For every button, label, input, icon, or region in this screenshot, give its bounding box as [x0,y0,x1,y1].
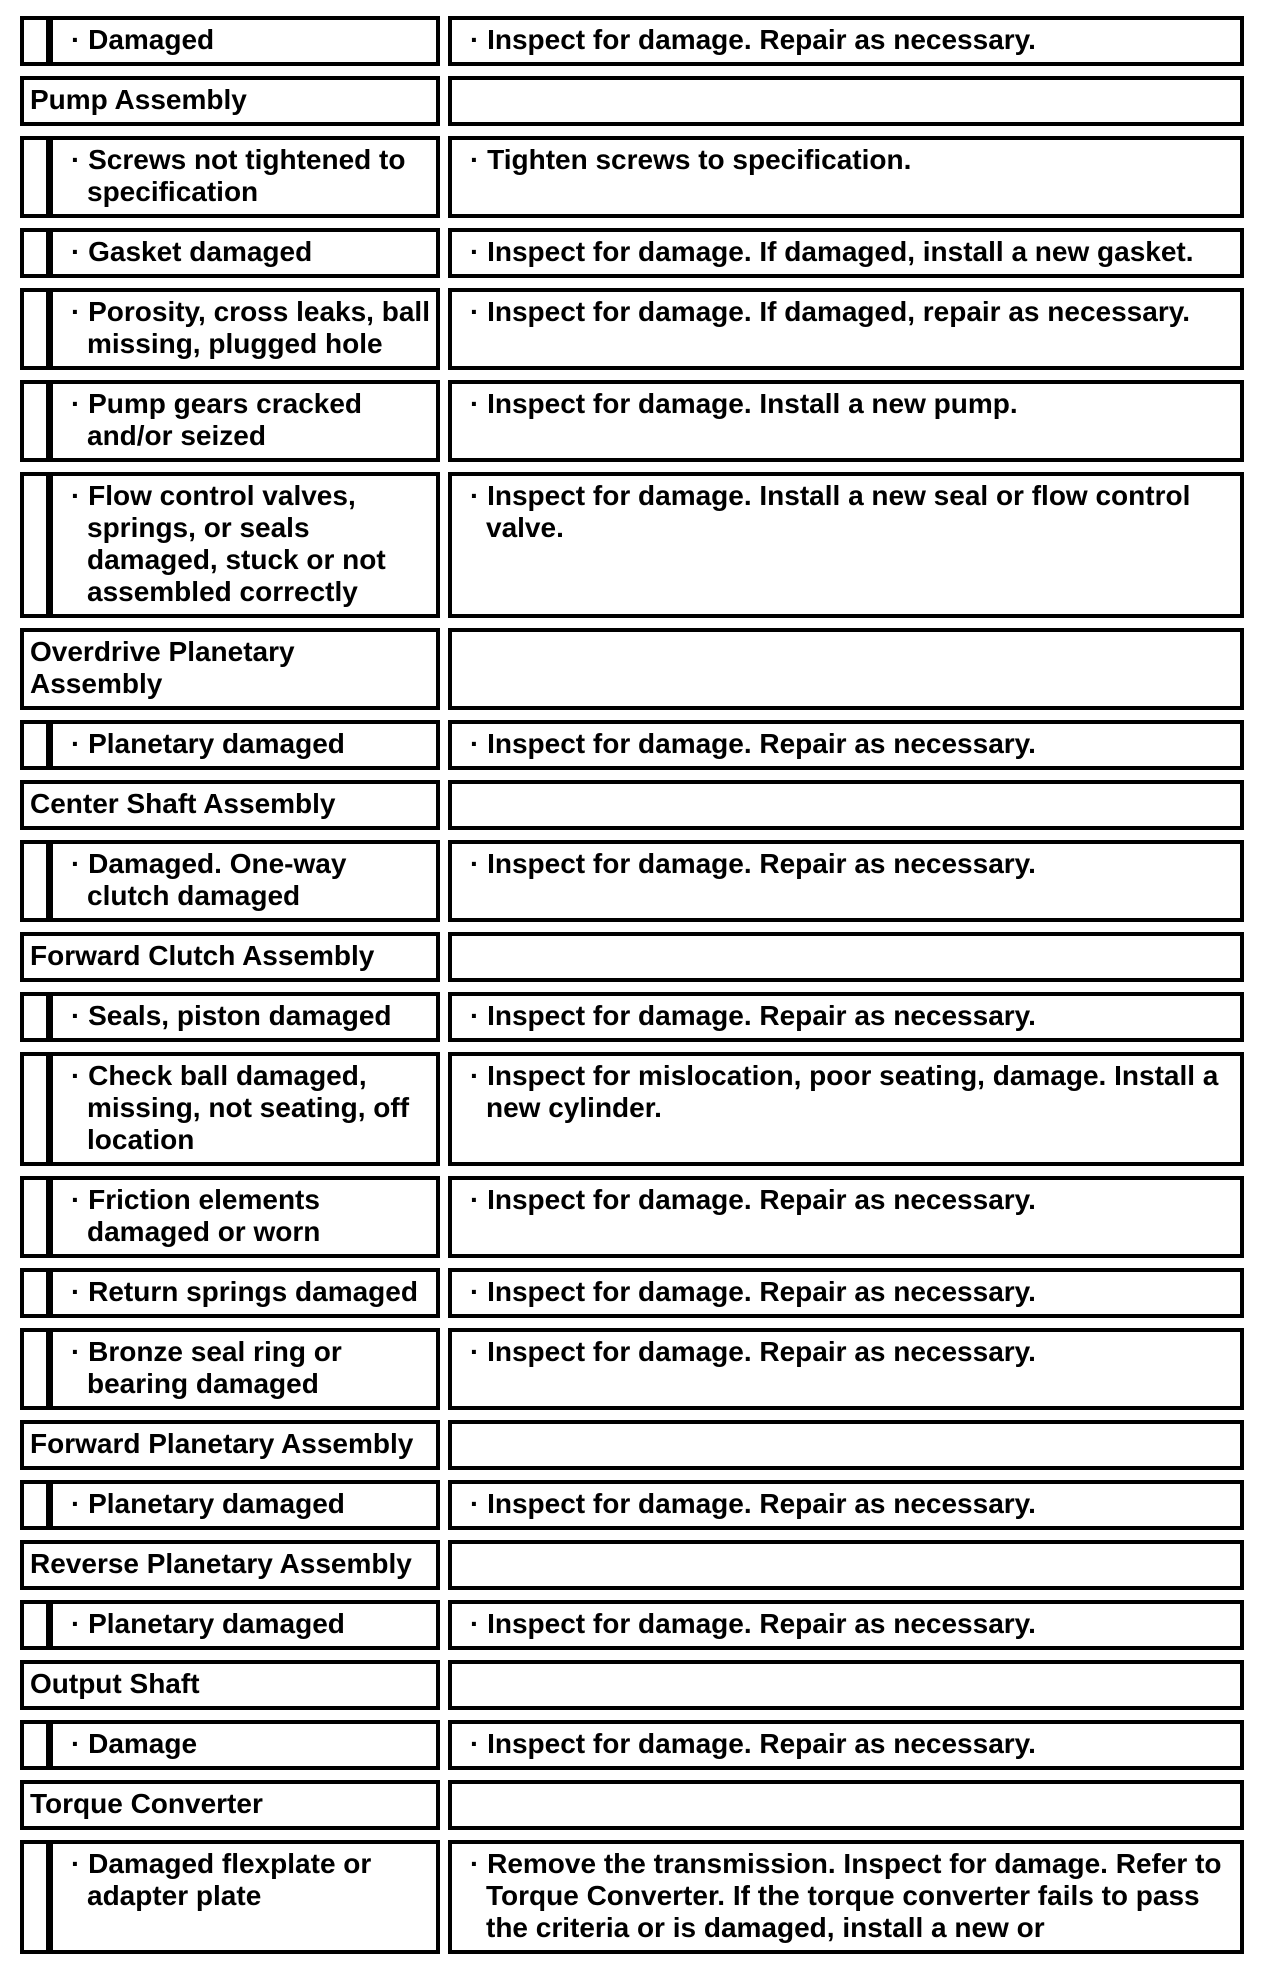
indent-bar [24,724,53,766]
action-text: · Inspect for damage. Repair as necessary. [470,848,1036,879]
action-text: · Inspect for damage. Install a new pump. [470,388,1018,419]
action-cell-empty [448,1540,1244,1590]
action-text: · Inspect for damage. If damaged, repair as necessary. [470,296,1190,327]
section-cell [20,780,440,830]
section-title: Torque Converter [30,1788,263,1819]
table-row [20,16,1244,66]
table-row [20,472,1244,618]
section-cell [20,1660,440,1710]
indent-bar [24,844,53,918]
table-row [20,1328,1244,1410]
action-cell [448,720,1244,770]
table-row [20,380,1244,462]
action-cell-empty [448,1660,1244,1710]
section-cell [20,628,440,710]
action-cell-empty [448,932,1244,982]
action-cell [448,288,1244,370]
section-row [20,932,1244,982]
section-row [20,1660,1244,1710]
cause-text: · Bronze seal ring or bearing damaged [71,1336,342,1399]
cause-text: · Check ball damaged, missing, not seating, off location [71,1060,410,1155]
cause-cell [20,1328,440,1410]
indent-bar [24,1332,53,1406]
indent-bar [24,476,53,614]
action-text: · Inspect for damage. Install a new seal or flow control valve. [470,480,1191,543]
section-row [20,780,1244,830]
table-row [20,1600,1244,1650]
cause-text: · Friction elements damaged or worn [71,1184,321,1247]
action-cell [448,472,1244,618]
cause-text: · Flow control valves, springs, or seals damaged, stuck or not assembled correctly [71,480,386,607]
cause-text: · Damage [71,1728,198,1759]
cause-cell [20,720,440,770]
action-cell-empty [448,1420,1244,1470]
table-row [20,1176,1244,1258]
indent-bar [24,140,53,214]
action-cell [448,1720,1244,1770]
cause-cell [20,136,440,218]
cause-text: · Gasket damaged [71,236,313,267]
section-row [20,1540,1244,1590]
cause-cell [20,1052,440,1166]
action-text: · Inspect for damage. Repair as necessary. [470,1728,1036,1759]
action-cell-empty [448,628,1244,710]
cause-text: · Porosity, cross leaks, ball missing, plugged hole [71,296,430,359]
action-cell [448,228,1244,278]
section-title: Forward Planetary Assembly [30,1428,414,1459]
action-cell [448,136,1244,218]
table-row [20,840,1244,922]
cause-cell [20,840,440,922]
cause-cell [20,992,440,1042]
cause-text: · Planetary damaged [71,728,345,759]
cause-text: · Pump gears cracked and/or seized [71,388,363,451]
indent-bar [24,1604,53,1646]
action-text: · Inspect for damage. Repair as necessary. [470,1184,1036,1215]
section-row [20,628,1244,710]
cause-text: · Planetary damaged [71,1608,345,1639]
cause-cell [20,472,440,618]
cause-cell [20,1720,440,1770]
table-row [20,288,1244,370]
indent-bar [24,996,53,1038]
table-row [20,1720,1244,1770]
action-text: · Inspect for damage. Repair as necessary. [470,1000,1036,1031]
section-row [20,1420,1244,1470]
cause-cell [20,380,440,462]
action-text: · Inspect for damage. If damaged, install a new gasket. [470,236,1194,267]
section-cell [20,1420,440,1470]
action-cell [448,1176,1244,1258]
action-cell-empty [448,780,1244,830]
action-cell [448,16,1244,66]
cause-text: · Screws not tightened to specification [71,144,406,207]
table-row [20,1052,1244,1166]
section-cell [20,1540,440,1590]
table-row [20,228,1244,278]
cause-cell [20,288,440,370]
indent-bar [24,1724,53,1766]
section-title: Center Shaft Assembly [30,788,336,819]
section-title: Forward Clutch Assembly [30,940,375,971]
action-cell [448,1328,1244,1410]
table-row [20,720,1244,770]
cause-cell [20,1176,440,1258]
section-title: Reverse Planetary Assembly [30,1548,412,1579]
section-cell [20,1780,440,1830]
indent-bar [24,1272,53,1314]
indent-bar [24,1180,53,1254]
table-row [20,992,1244,1042]
action-text: · Tighten screws to specification. [470,144,912,175]
action-cell [448,1268,1244,1318]
action-cell [448,1052,1244,1166]
cause-cell [20,1840,440,1954]
action-text: · Inspect for damage. Repair as necessary. [470,1276,1036,1307]
action-cell [448,1840,1244,1954]
cause-text: · Planetary damaged [71,1488,345,1519]
table-row [20,136,1244,218]
action-cell [448,992,1244,1042]
section-row [20,1780,1244,1830]
action-cell [448,380,1244,462]
cause-text: · Damaged. One-way clutch damaged [71,848,347,911]
cause-cell [20,1480,440,1530]
action-text: · Inspect for mislocation, poor seating, damage. Install a new cylinder. [470,1060,1219,1123]
action-text: · Inspect for damage. Repair as necessary. [470,1336,1036,1367]
cause-text: · Seals, piston damaged [71,1000,392,1031]
table-row [20,1268,1244,1318]
action-cell-empty [448,76,1244,126]
action-text: · Remove the transmission. Inspect for damage. Refer to Torque Converter. If the torque converter fails to pass the criteria or is damaged, install a new or [470,1848,1222,1943]
section-title: Overdrive Planetary Assembly [30,636,295,699]
section-cell [20,932,440,982]
action-text: · Inspect for damage. Repair as necessary. [470,1608,1036,1639]
diagnosis-table [20,16,1244,1964]
indent-bar [24,292,53,366]
action-cell [448,1480,1244,1530]
action-cell [448,1600,1244,1650]
cause-text: · Damaged [71,24,215,55]
action-text: · Inspect for damage. Repair as necessary. [470,1488,1036,1519]
indent-bar [24,1844,53,1950]
action-text: · Inspect for damage. Repair as necessary. [470,24,1036,55]
table-row [20,1840,1244,1954]
section-title: Pump Assembly [30,84,247,115]
cause-cell [20,16,440,66]
action-cell [448,840,1244,922]
indent-bar [24,384,53,458]
indent-bar [24,1056,53,1162]
section-cell [20,76,440,126]
cause-cell [20,1268,440,1318]
section-title: Output Shaft [30,1668,200,1699]
cause-text: · Damaged flexplate or adapter plate [71,1848,372,1911]
section-row [20,76,1244,126]
cause-text: · Return springs damaged [71,1276,418,1307]
indent-bar [24,1484,53,1526]
cause-cell [20,228,440,278]
cause-cell [20,1600,440,1650]
action-cell-empty [448,1780,1244,1830]
action-text: · Inspect for damage. Repair as necessary. [470,728,1036,759]
indent-bar [24,20,53,62]
table-row [20,1480,1244,1530]
indent-bar [24,232,53,274]
